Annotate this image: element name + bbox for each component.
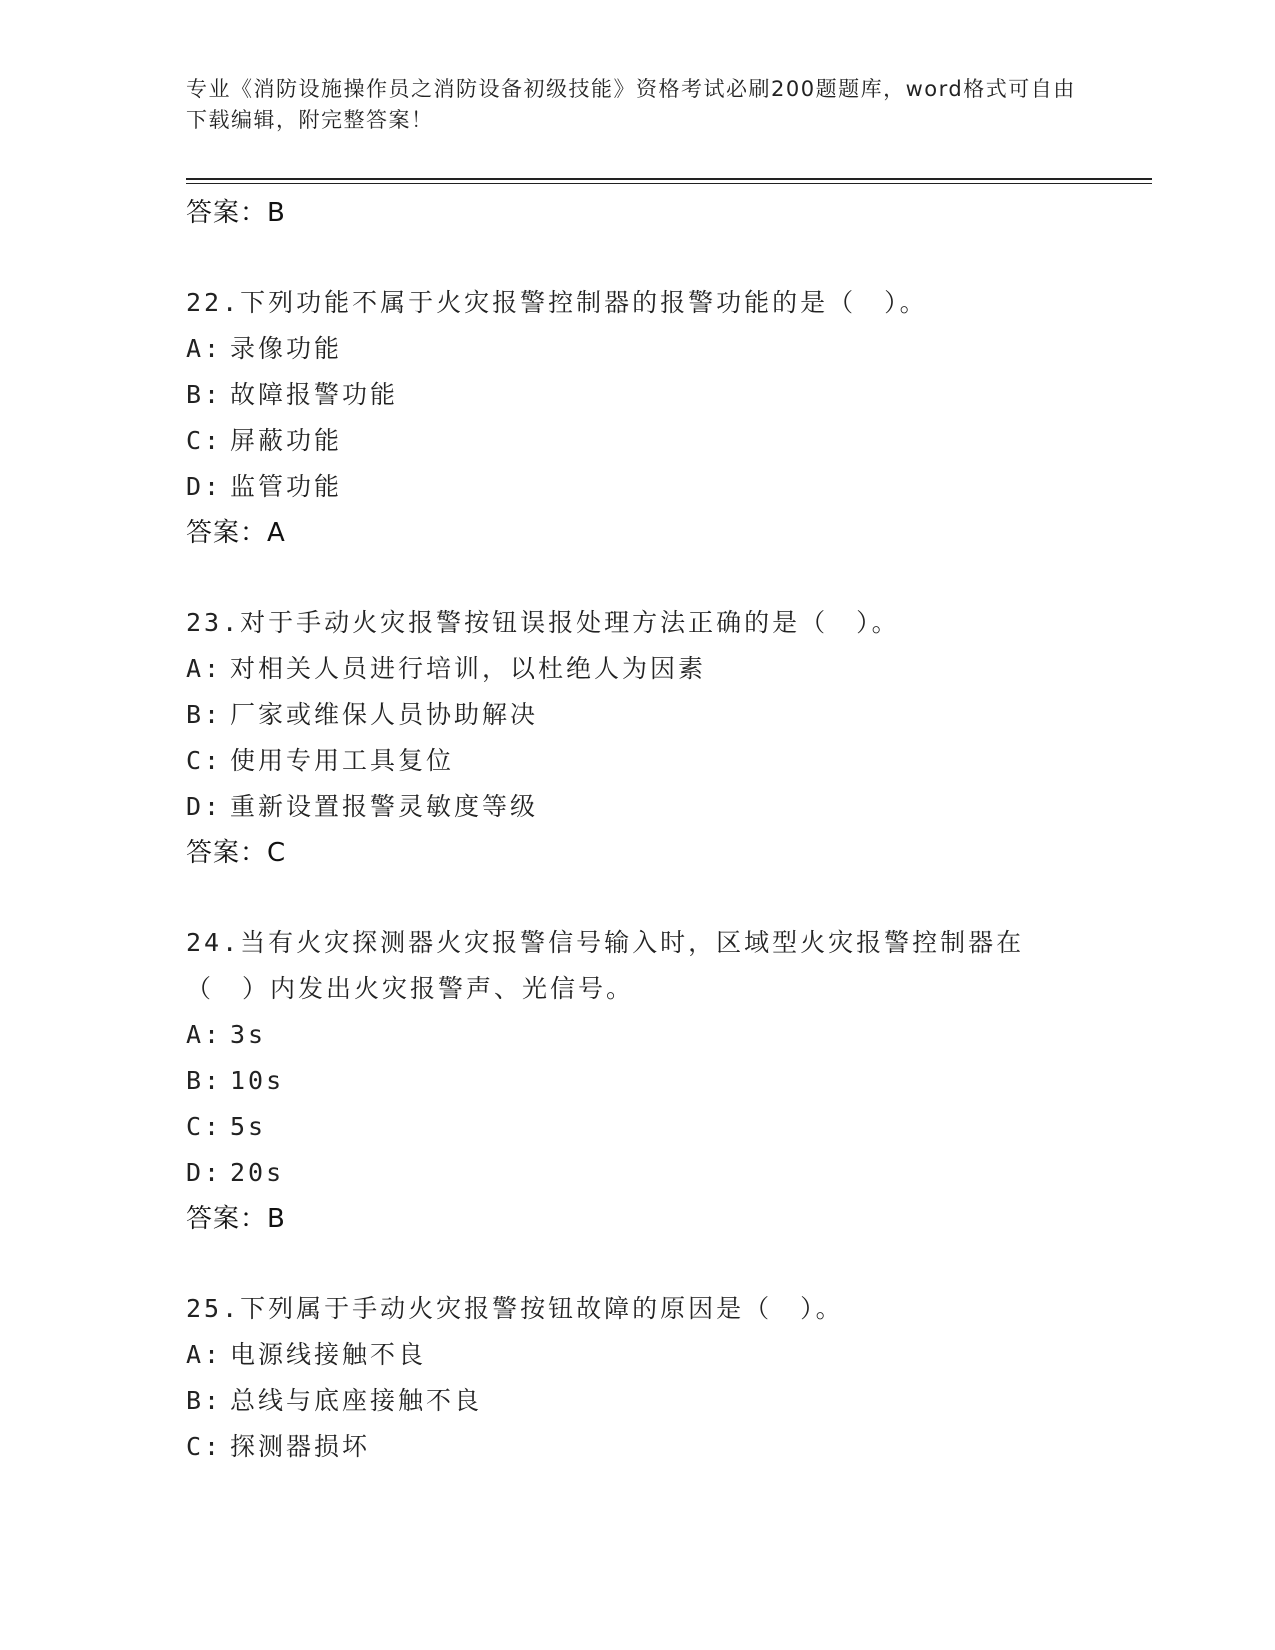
option-row [186,738,1086,784]
option-letter: A: [186,1340,223,1369]
option-row [186,372,1086,418]
page-header: 专业《消防设施操作员之消防设备初级技能》资格考试必刷200题题库，word格式可自由下载编辑，附完整答案！ [186,77,1076,132]
option-letter: B: [186,1386,223,1415]
option-row [186,784,1086,830]
option-text: 20s [230,1158,285,1187]
option-row [186,326,1086,372]
option-text: 故障报警功能 [230,380,399,409]
option-text: 录像功能 [230,334,343,363]
option-text: 屏蔽功能 [230,426,343,455]
option-letter: D: [186,792,223,821]
answer-line: 答案：B [186,198,286,228]
option-letter: A: [186,654,223,683]
option-letter: C: [186,426,223,455]
question-list [186,190,1086,1470]
block-spacer [186,236,1086,280]
option-row [186,464,1086,510]
option-text: 对相关人员进行培训，以杜绝人为因素 [230,654,707,683]
option-text: 重新设置报警灵敏度等级 [230,792,539,821]
option-letter: A: [186,334,223,363]
option-text: 10s [230,1066,285,1095]
block-spacer [186,556,1086,600]
option-text: 使用专用工具复位 [230,746,455,775]
option-row [186,1378,1086,1424]
answer-line: 答案：C [186,838,287,868]
block-spacer [186,1242,1086,1286]
option-letter: A: [186,1020,223,1049]
answer-line: 答案：B [186,1204,286,1234]
header-rule-thick [186,178,1152,180]
option-row [186,1104,1086,1150]
option-row [186,692,1086,738]
option-row [186,1058,1086,1104]
option-letter: C: [186,1112,223,1141]
option-letter: B: [186,700,223,729]
question-text: 24.当有火灾探测器火灾报警信号输入时，区域型火灾报警控制器在（ ）内发出火灾报警声、光信号。 [186,928,1025,1003]
question-text: 25.下列属于手动火灾报警按钮故障的原因是（ ）。 [186,1294,844,1323]
header-rule-thin [186,183,1152,184]
option-letter: C: [186,1432,223,1461]
option-letter: B: [186,380,223,409]
option-text: 厂家或维保人员协助解决 [230,700,539,729]
option-row [186,1332,1086,1378]
block-spacer [186,876,1086,920]
option-row [186,646,1086,692]
option-text: 电源线接触不良 [230,1340,427,1369]
answer-line: 答案：A [186,518,286,548]
option-row [186,1424,1086,1470]
option-text: 总线与底座接触不良 [230,1386,483,1415]
option-letter: D: [186,1158,223,1187]
option-text: 探测器损坏 [230,1432,371,1461]
question-text: 23.对于手动火灾报警按钮误报处理方法正确的是（ ）。 [186,608,900,637]
option-text: 3s [230,1020,267,1049]
option-row [186,1012,1086,1058]
option-text: 监管功能 [230,472,343,501]
option-letter: B: [186,1066,223,1095]
option-text: 5s [230,1112,267,1141]
option-letter: D: [186,472,223,501]
option-row [186,1150,1086,1196]
question-text: 22.下列功能不属于火灾报警控制器的报警功能的是（ ）。 [186,288,928,317]
option-letter: C: [186,746,223,775]
option-row [186,418,1086,464]
